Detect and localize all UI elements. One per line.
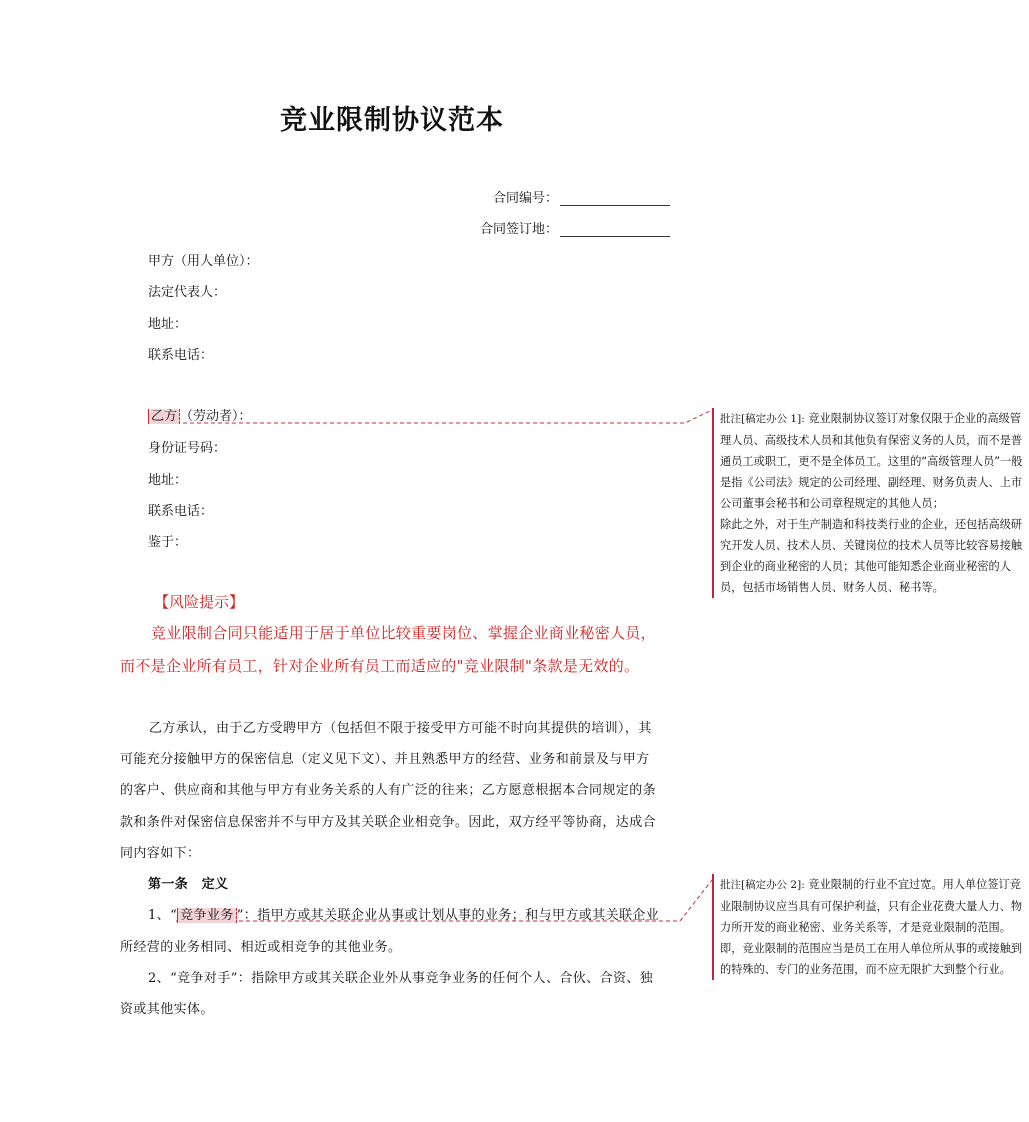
- risk-heading: 【风险提示】: [154, 593, 245, 611]
- party-b-phone-label: 联系电话：: [148, 504, 214, 519]
- comment-1-text-2: 除此之外，对于生产制造和科技类行业的企业，还包括高级研究开发人员、技术人员、关键岗位的技术人员等比较容易接触到企业的商业秘密的人员；其他可能知悉企业商业秘密的人员，包括市场销售人员、财务人员、秘书等。: [720, 518, 1023, 594]
- preamble-line-2: 可能充分接触甲方的保密信息（定义见下文）、并且熟悉甲方的经营、业务和前景及与甲方: [120, 752, 650, 767]
- comment-1-label: 批注[稿定办公 1]:: [720, 413, 805, 425]
- preamble-line-1: 乙方承认，由于乙方受聘甲方（包括但不限于接受甲方可能不时向其提供的培训），其: [149, 721, 652, 736]
- contract-place-row: [480, 218, 670, 237]
- preamble-line-3: 的客户、供应商和其他与甲方有业务关系的人有广泛的往来；乙方愿意根据本合同规定的条: [120, 783, 657, 798]
- party-a-rep-label: 法定代表人：: [148, 285, 227, 300]
- definition-1: [148, 904, 659, 923]
- whereas-label: 鉴于：: [148, 535, 188, 550]
- comment-1[interactable]: [712, 408, 1024, 598]
- party-b-name-label: （劳动者）：: [180, 409, 252, 424]
- party-a-name-label: 甲方（用人单位）：: [148, 254, 259, 269]
- definition-2-line-2: 资或其他实体。: [120, 1002, 214, 1017]
- party-b-address-label: 地址：: [148, 473, 188, 488]
- definition-1-text: ”：指甲方或其关联企业从事或计划从事的业务；和与甲方或其关联企业: [236, 908, 660, 923]
- contract-number-field[interactable]: [560, 193, 670, 206]
- comment-2[interactable]: [712, 874, 1024, 980]
- page-title: 竞业限制协议范本: [280, 105, 504, 136]
- party-b-highlight[interactable]: 乙方: [148, 409, 180, 424]
- definition-2-line-1: 2、“竞争对手”：指除甲方或其关联企业外从事竞争业务的任何个人、合伙、合资、独: [148, 971, 654, 986]
- contract-number-label: 合同编号：: [493, 191, 559, 206]
- comment-2-text: 竞业限制的行业不宜过宽。用人单位签订竞业限制协议应当具有可保护利益，只有企业花费大量人力、物力所开发的商业秘密、业务关系等，才是竞业限制的范围。: [720, 878, 1023, 934]
- preamble-line-5: 同内容如下：: [120, 846, 201, 861]
- comment-2-label: 批注[稿定办公 2]:: [720, 879, 805, 891]
- competing-business-highlight[interactable]: 竞争业务: [177, 908, 237, 923]
- contract-number-row: [493, 187, 670, 206]
- contract-place-field[interactable]: [560, 224, 670, 237]
- article-1-heading: 第一条 定义: [148, 877, 229, 892]
- preamble-line-4: 款和条件对保密信息保密并不与甲方及其关联企业相竞争。因此，双方经平等协商，达成合: [120, 815, 657, 830]
- risk-line-2: 而不是企业所有员工，针对企业所有员工而适应的"竞业限制"条款是无效的。: [120, 657, 640, 675]
- risk-line-1: 竞业限制合同只能适用于居于单位比较重要岗位、掌握企业商业秘密人员，: [151, 624, 656, 642]
- party-a-phone-label: 联系电话：: [148, 348, 214, 363]
- comment-2-text-2: 即，竞业限制的范围应当是员工在用人单位所从事的或接触到的特殊的、专门的业务范围，而不应无限扩大到整个行业。: [720, 942, 1023, 976]
- party-b-name-row: [148, 405, 252, 424]
- comment-1-text: 竞业限制协议签订对象仅限于企业的高级管理人员、高级技术人员和其他负有保密义务的人员，而不是普通员工或职工，更不是全体员工。这里的“高级管理人员”一般是指《公司法》规定的公司经理、副经理、财务负责人、上市公司董事会秘书和公司章程规定的其他人员；: [720, 412, 1023, 510]
- contract-place-label: 合同签订地：: [480, 222, 559, 237]
- party-a-address-label: 地址：: [148, 317, 188, 332]
- definition-1-prefix: 1、“: [148, 908, 178, 923]
- definition-1-line-2: 所经营的业务相同、相近或相竞争的其他业务。: [120, 940, 402, 955]
- party-b-id-label: 身份证号码：: [148, 441, 227, 456]
